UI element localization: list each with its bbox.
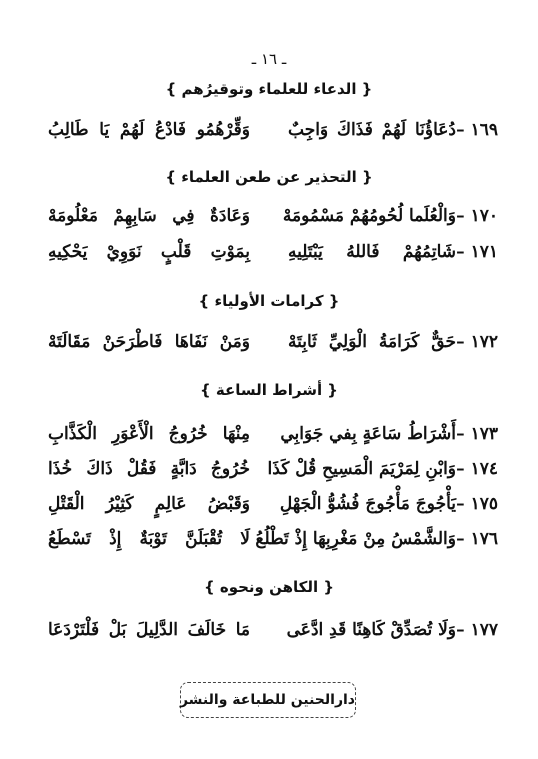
verse-second-hemistich: وَقَبْضُ عَالِمٍ كَثِيْرُ الْقَتْلِ — [48, 494, 250, 514]
verse-line — [48, 494, 498, 522]
verse-line — [48, 529, 498, 557]
verse-line — [48, 424, 498, 452]
verse-first-hemistich: وَلَا تُصَدِّقْ كَاهِنًا قَدِ ادَّعَى — [286, 620, 456, 640]
verse-number: ١٧٥ – — [456, 494, 498, 514]
verse-line — [48, 242, 498, 270]
verse-first-hemistich: وَابْنِ لِمَرْيَمَ الْمَسِيحِ قُلْ كَذَا — [267, 459, 456, 479]
verse-first-hemistich: أَشْرَاطُ سَاعَةٍ بِفي جَوَابِي — [280, 424, 456, 444]
section-heading: { الكاهن ونحوه } — [203, 578, 335, 596]
verse-number: ١٧٤ – — [456, 459, 498, 479]
section-heading: { أشراط الساعة } — [200, 381, 338, 399]
verse-first-hemistich: حَقٌّ كَرَامَةُ الْوَلِيِّ ثَابِتَهْ — [288, 332, 456, 352]
verse-number: ١٧٠ – — [456, 206, 498, 226]
section-heading: { كرامات الأولياء } — [198, 292, 340, 310]
verse-line — [48, 120, 498, 148]
verse-first-hemistich: يَأْجُوجَ مَأْجُوجَ فُشُوُّ الْجَهْلِ — [279, 494, 456, 514]
verse-second-hemistich: مِنْهَا خُرُوجُ الْأَعْوَرِ الْكَذَّابِ — [48, 424, 250, 444]
verse-line — [48, 620, 498, 648]
page-number: ـ ١٦ ـ — [251, 50, 287, 68]
verse-number: ١٧١ – — [456, 242, 498, 262]
verse-number: ١٧٢ – — [456, 332, 498, 352]
verse-number: ١٦٩ – — [456, 120, 498, 140]
verse-second-hemistich: وَعَادَةٌ فِي سَابِهِمْ مَعْلُومَهْ — [48, 206, 250, 226]
verse-number: ١٧٧ – — [456, 620, 498, 640]
verse-line — [48, 206, 498, 234]
verse-number: ١٧٦ – — [456, 529, 498, 549]
verse-second-hemistich: وَمَنْ نَفَاهَا فَاطْرَحَنْ مَقَالَتَهْ — [48, 332, 250, 352]
verse-first-hemistich: وَالشَّمْسُ مِنْ مَغْرِبِهَا إِذْ تَطْلُعُ — [255, 529, 456, 549]
verse-second-hemistich: مَا خَالَفَ الدَّلِيلَ بَلْ فَلْتَرْدَعَا — [48, 620, 250, 640]
section-heading: { التحذير عن طعن العلماء } — [165, 168, 373, 186]
verse-number: ١٧٣ – — [456, 424, 498, 444]
verse-first-hemistich: دُعَاؤُنَا لَهُمْ فَذَاكَ وَاجِبٌ — [288, 120, 456, 140]
verse-second-hemistich: لَا تُقْبَلَنَّ تَوْبَةٌ إِذْ تَسْطَعُ — [48, 529, 250, 549]
verse-second-hemistich: وَقِّرْهُمُو فَادْعُ لَهُمْ يَا طَالِبُ — [48, 120, 250, 140]
verse-first-hemistich: شَاتِمُهُمْ فَاللهُ يَبْتَلِيهِ — [288, 242, 456, 262]
verse-line — [48, 332, 498, 360]
verse-second-hemistich: بِمَوْتِ قَلْبٍ نَوَوِيْ يَحْكِيهِ — [48, 242, 250, 262]
verse-second-hemistich: خُرُوجُ دَابَّةٍ فَقُلْ ذَاكَ خُذَا — [48, 459, 250, 479]
publisher-stamp: دارالحنين للطباعة والنشر — [180, 682, 356, 718]
verse-first-hemistich: وَالْعُلَما لُحُومُهُمْ مَسْمُومَهْ — [282, 206, 456, 226]
section-heading: { الدعاء للعلماء وتوقيرُهم } — [165, 80, 373, 98]
verse-line — [48, 459, 498, 487]
